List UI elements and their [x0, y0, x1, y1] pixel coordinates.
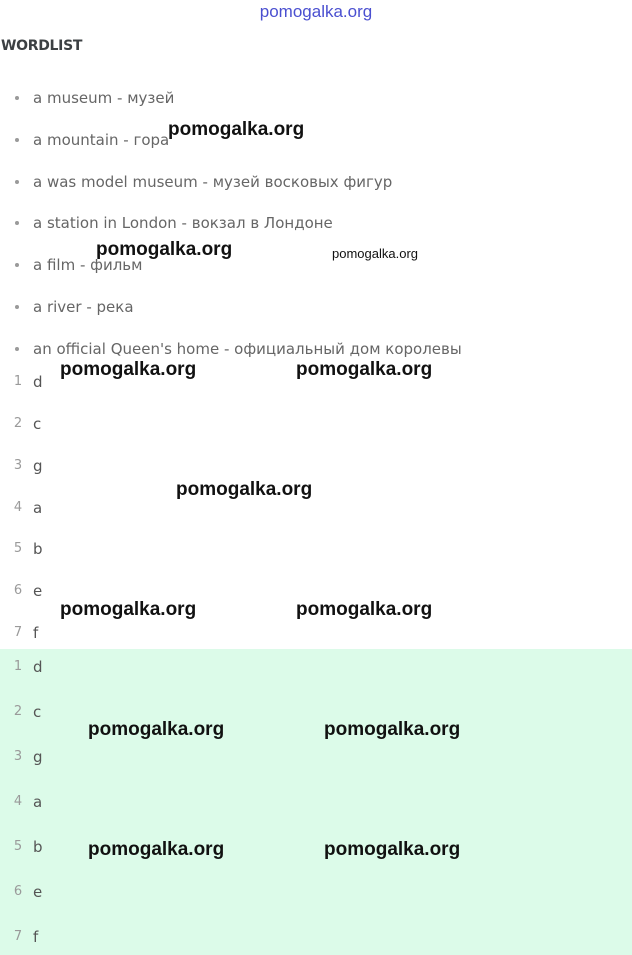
answer-letter: d [33, 373, 43, 391]
list-item-text: a mountain - гора [33, 131, 170, 149]
bullet-icon [15, 96, 19, 100]
bullet-icon [15, 180, 19, 184]
highlighted-answers-box [0, 649, 632, 955]
answer-letter: f [33, 624, 39, 642]
watermark: pomogalka.org [60, 599, 197, 620]
watermark: pomogalka.org [88, 839, 225, 860]
watermark: pomogalka.org [60, 359, 197, 380]
answer-number: 6 [13, 884, 23, 899]
bullet-icon [15, 347, 19, 351]
watermark: pomogalka.org [168, 119, 305, 140]
watermark: pomogalka.org [324, 719, 461, 740]
answer-letter: b [33, 540, 43, 558]
answer-letter: d [33, 658, 43, 676]
bullet-icon [15, 263, 19, 267]
answer-letter: g [33, 457, 43, 475]
answer-letter: g [33, 748, 43, 766]
answer-number: 3 [13, 749, 23, 764]
answer-letter: c [33, 415, 42, 433]
list-item-text: a station in London - вокзал в Лондоне [33, 214, 333, 232]
answer-letter: a [33, 793, 43, 811]
answer-number: 3 [13, 458, 23, 473]
bullet-icon [15, 305, 19, 309]
answer-number: 5 [13, 541, 23, 556]
answer-letter: b [33, 838, 43, 856]
list-item-text: a film - фильм [33, 256, 143, 274]
watermark: pomogalka.org [324, 839, 461, 860]
answer-letter: e [33, 582, 43, 600]
answer-letter: a [33, 499, 43, 517]
watermark: pomogalka.org [332, 246, 418, 261]
answer-number: 6 [13, 583, 23, 598]
list-item-text: a river - река [33, 298, 134, 316]
watermark: pomogalka.org [296, 599, 433, 620]
answer-number: 2 [13, 416, 23, 431]
answer-number: 5 [13, 839, 23, 854]
list-item-text: a museum - музей [33, 89, 175, 107]
answer-letter: f [33, 928, 39, 946]
watermark: pomogalka.org [96, 239, 233, 260]
watermark: pomogalka.org [296, 359, 433, 380]
answer-number: 2 [13, 704, 23, 719]
answer-number: 1 [13, 659, 23, 674]
answer-number: 7 [13, 625, 23, 640]
watermark: pomogalka.org [176, 479, 313, 500]
top-watermark: pomogalka.org [259, 2, 373, 21]
answer-letter: c [33, 703, 42, 721]
answer-number: 4 [13, 500, 23, 515]
watermark: pomogalka.org [88, 719, 225, 740]
bullet-icon [15, 138, 19, 142]
list-item-text: an official Queen's home - официальный дом королевы [33, 340, 462, 358]
answer-number: 4 [13, 794, 23, 809]
list-item-text: a was model museum - музей восковых фигур [33, 173, 393, 191]
answer-number: 1 [13, 374, 23, 389]
answer-letter: e [33, 883, 43, 901]
wordlist-heading: WORDLIST [1, 38, 83, 54]
answer-number: 7 [13, 929, 23, 944]
bullet-icon [15, 221, 19, 225]
